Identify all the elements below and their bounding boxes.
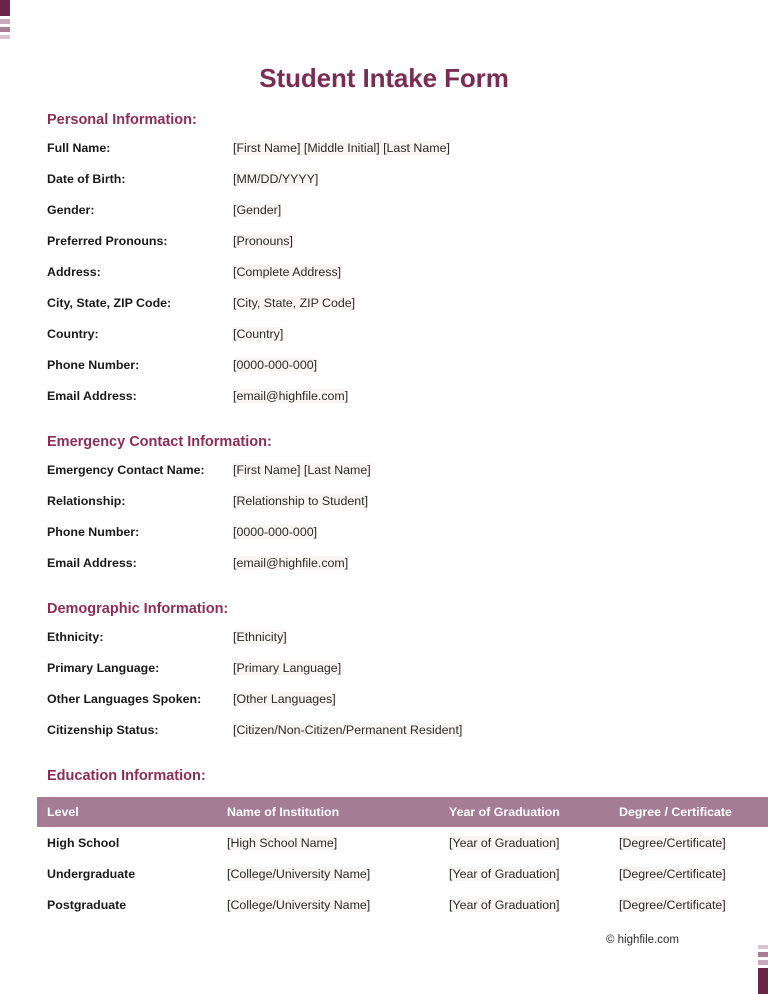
field-row: [37, 358, 731, 389]
column-header-degree: Degree / Certificate: [609, 797, 768, 827]
field-value[interactable]: [City, State, ZIP Code]: [233, 296, 356, 310]
field-label: Preferred Pronouns:: [47, 234, 168, 248]
section-demographic-information: [37, 601, 731, 754]
cell-year[interactable]: [Year of Graduation]: [449, 835, 560, 850]
column-header-level: Level: [37, 797, 217, 827]
field-label: City, State, ZIP Code:: [47, 296, 172, 310]
cell-level: High School: [47, 835, 120, 850]
field-row: [37, 389, 731, 420]
field-list: [37, 141, 731, 420]
cell-year[interactable]: [Year of Graduation]: [449, 897, 560, 912]
field-row: [37, 525, 731, 556]
field-label: Relationship:: [47, 494, 126, 508]
field-row: [37, 203, 731, 234]
column-header-institution: Name of Institution: [217, 797, 439, 827]
field-row: [37, 494, 731, 525]
field-row: [37, 463, 731, 494]
table-body: [37, 827, 768, 920]
table-row: [37, 889, 768, 920]
section-heading: Education Information:: [47, 768, 206, 784]
section-heading: Personal Information:: [47, 112, 197, 128]
field-label: Phone Number:: [47, 358, 140, 372]
cell-degree[interactable]: [Degree/Certificate]: [619, 897, 726, 912]
field-label: Address:: [47, 265, 101, 279]
field-value[interactable]: [Country]: [233, 327, 284, 341]
field-label: Phone Number:: [47, 525, 140, 539]
table-header: [37, 797, 768, 827]
field-value[interactable]: [Primary Language]: [233, 661, 342, 675]
field-label: Primary Language:: [47, 661, 160, 675]
field-value[interactable]: [email@highfile.com]: [233, 389, 349, 403]
field-label: Full Name:: [47, 141, 111, 155]
cell-year[interactable]: [Year of Graduation]: [449, 866, 560, 881]
field-row: [37, 661, 731, 692]
field-value[interactable]: [Complete Address]: [233, 265, 342, 279]
field-label: Emergency Contact Name:: [47, 463, 205, 477]
table-header-row: [37, 797, 768, 827]
cell-institution[interactable]: [High School Name]: [227, 835, 338, 850]
field-row: [37, 692, 731, 723]
field-label: Email Address:: [47, 389, 137, 403]
field-value[interactable]: [Relationship to Student]: [233, 494, 369, 508]
footer-copyright: © highfile.com: [605, 934, 679, 946]
field-label: Other Languages Spoken:: [47, 692, 202, 706]
field-row: [37, 234, 731, 265]
field-value[interactable]: [Gender]: [233, 203, 282, 217]
section-personal-information: [37, 112, 731, 420]
field-row: [37, 172, 731, 203]
field-value[interactable]: [0000-000-000]: [233, 525, 318, 539]
table-row: [37, 858, 768, 889]
field-list: [37, 463, 731, 587]
field-value[interactable]: [Citizen/Non-Citizen/Permanent Resident]: [233, 723, 463, 737]
field-label: Date of Birth:: [47, 172, 126, 186]
section-emergency-contact-information: [37, 434, 731, 587]
cell-institution[interactable]: [College/University Name]: [227, 866, 371, 881]
cell-degree[interactable]: [Degree/Certificate]: [619, 866, 726, 881]
section-heading: Demographic Information:: [47, 601, 229, 617]
field-value[interactable]: [First Name] [Last Name]: [233, 463, 371, 477]
field-label: Country:: [47, 327, 99, 341]
field-row: [37, 630, 731, 661]
field-row: [37, 723, 731, 754]
education-table: [37, 797, 768, 920]
field-list: [37, 630, 731, 754]
column-header-year: Year of Graduation: [439, 797, 609, 827]
field-label: Citizenship Status:: [47, 723, 159, 737]
field-row: [37, 265, 731, 296]
field-value[interactable]: [Pronouns]: [233, 234, 293, 248]
field-value[interactable]: [First Name] [Middle Initial] [Last Name]: [233, 141, 450, 155]
field-label: Gender:: [47, 203, 95, 217]
table-row: [37, 827, 768, 858]
field-value[interactable]: [email@highfile.com]: [233, 556, 349, 570]
field-row: [37, 327, 731, 358]
field-value[interactable]: [MM/DD/YYYY]: [233, 172, 319, 186]
field-value[interactable]: [0000-000-000]: [233, 358, 318, 372]
section-education-information: [37, 768, 731, 946]
field-row: [37, 141, 731, 172]
cell-level: Undergraduate: [47, 866, 136, 881]
field-label: Ethnicity:: [47, 630, 104, 644]
cell-level: Postgraduate: [47, 897, 127, 912]
cell-institution[interactable]: [College/University Name]: [227, 897, 371, 912]
field-row: [37, 296, 731, 327]
field-value[interactable]: [Other Languages]: [233, 692, 336, 706]
field-row: [37, 556, 731, 587]
section-heading: Emergency Contact Information:: [47, 434, 272, 450]
page-title: Student Intake Form: [259, 63, 509, 93]
cell-degree[interactable]: [Degree/Certificate]: [619, 835, 726, 850]
field-value[interactable]: [Ethnicity]: [233, 630, 287, 644]
field-label: Email Address:: [47, 556, 137, 570]
